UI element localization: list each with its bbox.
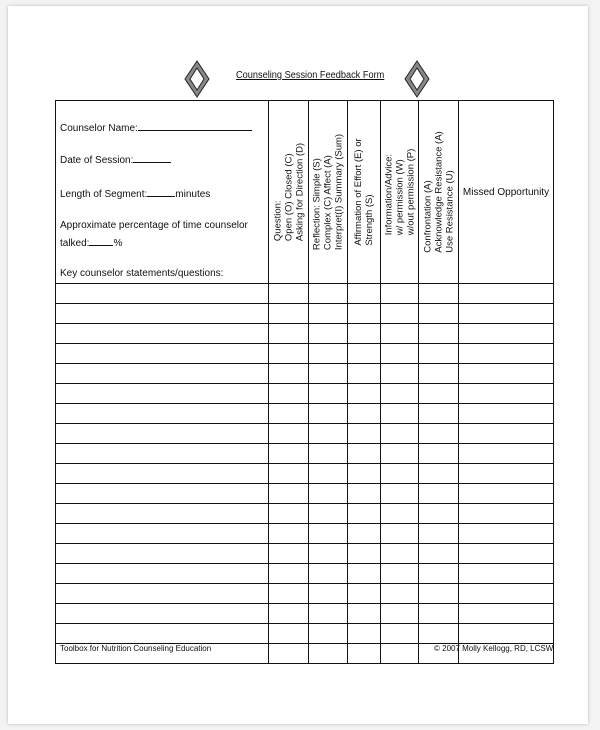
feedback-table <box>55 100 554 664</box>
diamond-ornament-icon <box>184 60 210 98</box>
reflection-cell[interactable] <box>309 504 348 524</box>
length-of-segment-label: Length of Segment: <box>60 189 148 200</box>
affirmation-column-header <box>348 101 381 284</box>
table-row <box>56 384 554 404</box>
missed-opportunity-cell[interactable] <box>459 404 554 424</box>
reflection-header-line2: Complex (C) Affect (A) <box>322 155 334 251</box>
confrontation-cell[interactable] <box>419 404 459 424</box>
table-row <box>56 544 554 564</box>
statement-cell[interactable] <box>56 584 269 604</box>
missed-opportunity-cell[interactable] <box>459 464 554 484</box>
missed-opportunity-cell[interactable] <box>459 364 554 384</box>
diamond-ornament-icon <box>404 60 430 98</box>
confrontation-cell[interactable] <box>419 304 459 324</box>
confrontation-column-header <box>419 101 459 284</box>
reflection-cell[interactable] <box>309 284 348 304</box>
table-row <box>56 344 554 364</box>
reflection-cell[interactable] <box>309 544 348 564</box>
confrontation-cell[interactable] <box>419 624 459 644</box>
reflection-cell[interactable] <box>309 584 348 604</box>
table-body <box>56 284 554 664</box>
affirmation-header-line2: Strength (S) <box>364 194 375 246</box>
reflection-header-line3: Interpret(I) Summary (Sum) <box>333 133 345 251</box>
table-row <box>56 604 554 624</box>
question-cell[interactable] <box>269 604 309 624</box>
table-row <box>56 444 554 464</box>
counselor-name-label: Counselor Name: <box>60 123 138 134</box>
information-cell[interactable] <box>381 604 419 624</box>
confrontation-cell[interactable] <box>419 504 459 524</box>
affirmation-cell[interactable] <box>348 464 381 484</box>
question-header-line2: Open (O) Closed (C) <box>283 153 294 242</box>
question-cell[interactable] <box>269 404 309 424</box>
reflection-cell[interactable] <box>309 484 348 504</box>
missed-opportunity-cell[interactable] <box>459 604 554 624</box>
table-row <box>56 624 554 644</box>
question-cell[interactable] <box>269 524 309 544</box>
confrontation-cell[interactable] <box>419 584 459 604</box>
confrontation-cell[interactable] <box>419 444 459 464</box>
table-row <box>56 584 554 604</box>
information-cell[interactable] <box>381 564 419 584</box>
title-row <box>0 0 600 100</box>
information-cell[interactable] <box>381 344 419 364</box>
statement-cell[interactable] <box>56 524 269 544</box>
information-cell[interactable] <box>381 304 419 324</box>
confrontation-cell[interactable] <box>419 524 459 544</box>
information-cell[interactable] <box>381 364 419 384</box>
information-cell[interactable] <box>381 404 419 424</box>
affirmation-cell[interactable] <box>348 504 381 524</box>
missed-opportunity-cell[interactable] <box>459 304 554 324</box>
confrontation-cell[interactable] <box>419 544 459 564</box>
affirmation-cell[interactable] <box>348 324 381 344</box>
reflection-cell[interactable] <box>309 424 348 444</box>
table-row <box>56 424 554 444</box>
information-cell[interactable] <box>381 424 419 444</box>
question-cell[interactable] <box>269 384 309 404</box>
confrontation-cell[interactable] <box>419 484 459 504</box>
percentage-field[interactable] <box>89 236 113 246</box>
information-cell[interactable] <box>381 284 419 304</box>
missed-opportunity-cell[interactable] <box>459 544 554 564</box>
confrontation-cell[interactable] <box>419 324 459 344</box>
confrontation-cell[interactable] <box>419 344 459 364</box>
statement-cell[interactable] <box>56 344 269 364</box>
question-cell[interactable] <box>269 624 309 644</box>
question-cell[interactable] <box>269 584 309 604</box>
table-header-row <box>56 101 554 284</box>
reflection-cell[interactable] <box>309 384 348 404</box>
statement-cell[interactable] <box>56 564 269 584</box>
question-cell[interactable] <box>269 484 309 504</box>
confrontation-header-line1: Confrontation (A) <box>422 180 433 253</box>
reflection-cell[interactable] <box>309 444 348 464</box>
missed-opportunity-cell[interactable] <box>459 624 554 644</box>
confrontation-cell[interactable] <box>419 384 459 404</box>
statement-cell[interactable] <box>56 484 269 504</box>
statement-cell[interactable] <box>56 424 269 444</box>
missed-opportunity-cell[interactable] <box>459 344 554 364</box>
reflection-header-line1: Reflection: Simple (S) <box>311 158 323 251</box>
counselor-name-field[interactable] <box>138 121 252 131</box>
affirmation-cell[interactable] <box>348 404 381 424</box>
affirmation-cell[interactable] <box>348 544 381 564</box>
information-cell[interactable] <box>381 504 419 524</box>
information-cell[interactable] <box>381 464 419 484</box>
affirmation-header-line1: Affirmation of Effort (E) or <box>353 138 364 246</box>
reflection-cell[interactable] <box>309 604 348 624</box>
affirmation-cell[interactable] <box>348 284 381 304</box>
question-cell[interactable] <box>269 364 309 384</box>
information-cell[interactable] <box>381 624 419 644</box>
confrontation-cell[interactable] <box>419 604 459 624</box>
confrontation-cell[interactable] <box>419 364 459 384</box>
date-of-session-label: Date of Session: <box>60 155 134 166</box>
question-cell[interactable] <box>269 444 309 464</box>
information-cell[interactable] <box>381 324 419 344</box>
missed-opportunity-cell[interactable] <box>459 324 554 344</box>
affirmation-cell[interactable] <box>348 624 381 644</box>
statement-cell[interactable] <box>56 544 269 564</box>
question-cell[interactable] <box>269 344 309 364</box>
missed-opportunity-cell[interactable] <box>459 524 554 544</box>
missed-opportunity-cell[interactable] <box>459 424 554 444</box>
information-column-header <box>381 101 419 284</box>
question-cell[interactable] <box>269 564 309 584</box>
length-of-segment-field[interactable] <box>147 187 175 197</box>
reflection-cell[interactable] <box>309 644 348 664</box>
reflection-cell[interactable] <box>309 364 348 384</box>
information-cell[interactable] <box>381 484 419 504</box>
confrontation-cell[interactable] <box>419 464 459 484</box>
table-row <box>56 524 554 544</box>
table-row <box>56 504 554 524</box>
information-cell[interactable] <box>381 384 419 404</box>
affirmation-cell[interactable] <box>348 604 381 624</box>
date-of-session-field[interactable] <box>133 153 171 163</box>
information-cell[interactable] <box>381 524 419 544</box>
statement-cell[interactable] <box>56 284 269 304</box>
affirmation-cell[interactable] <box>348 644 381 664</box>
confrontation-cell[interactable] <box>419 424 459 444</box>
question-cell[interactable] <box>269 284 309 304</box>
statement-cell[interactable] <box>56 304 269 324</box>
form-title: Counseling Session Feedback Form <box>236 70 385 81</box>
information-header-line1: Information/Advice: <box>383 153 394 236</box>
statement-cell[interactable] <box>56 464 269 484</box>
affirmation-cell[interactable] <box>348 444 381 464</box>
missed-opportunity-cell[interactable] <box>459 444 554 464</box>
question-cell[interactable] <box>269 544 309 564</box>
information-header-line3: w/out permission (P) <box>405 148 416 236</box>
reflection-cell[interactable] <box>309 304 348 324</box>
percentage-label: Approximate percentage of time counselor <box>60 220 248 231</box>
statement-cell[interactable] <box>56 384 269 404</box>
confrontation-header-line3: Use Resistance (U) <box>444 170 455 253</box>
reflection-cell[interactable] <box>309 564 348 584</box>
reflection-column-header <box>309 101 348 284</box>
reflection-cell[interactable] <box>309 524 348 544</box>
statement-cell[interactable] <box>56 324 269 344</box>
percent-sign: % <box>113 238 123 249</box>
minutes-label: minutes <box>175 189 211 200</box>
talked-label: talked: <box>60 238 90 249</box>
missed-opportunity-cell[interactable] <box>459 564 554 584</box>
table-row <box>56 284 554 304</box>
affirmation-cell[interactable] <box>348 524 381 544</box>
table-row <box>56 564 554 584</box>
missed-opportunity-cell[interactable] <box>459 584 554 604</box>
missed-opportunity-column-header <box>459 101 554 284</box>
reflection-cell[interactable] <box>309 464 348 484</box>
affirmation-cell[interactable] <box>348 304 381 324</box>
question-cell[interactable] <box>269 304 309 324</box>
reflection-cell[interactable] <box>309 324 348 344</box>
statement-cell[interactable] <box>56 364 269 384</box>
table-row <box>56 464 554 484</box>
affirmation-cell[interactable] <box>348 564 381 584</box>
affirmation-cell[interactable] <box>348 584 381 604</box>
affirmation-cell[interactable] <box>348 424 381 444</box>
table-row <box>56 484 554 504</box>
table-row <box>56 304 554 324</box>
reflection-cell[interactable] <box>309 624 348 644</box>
information-cell[interactable] <box>381 584 419 604</box>
question-cell[interactable] <box>269 464 309 484</box>
question-cell[interactable] <box>269 644 309 664</box>
missed-opportunity-label: Missed Opportunity <box>462 186 550 198</box>
footer-source: Toolbox for Nutrition Counseling Education <box>60 644 212 653</box>
missed-opportunity-cell[interactable] <box>459 484 554 504</box>
question-header-line3: Asking for Direction (D) <box>294 142 305 242</box>
reflection-cell[interactable] <box>309 344 348 364</box>
confrontation-header-line2: Acknowledge Resistance (A) <box>433 131 444 253</box>
affirmation-cell[interactable] <box>348 484 381 504</box>
affirmation-cell[interactable] <box>348 384 381 404</box>
question-cell[interactable] <box>269 504 309 524</box>
question-column-header <box>269 101 309 284</box>
confrontation-cell[interactable] <box>419 564 459 584</box>
confrontation-cell[interactable] <box>419 284 459 304</box>
information-cell[interactable] <box>381 544 419 564</box>
key-statements-label: Key counselor statements/questions: <box>60 268 224 279</box>
statement-cell[interactable] <box>56 404 269 424</box>
table-row <box>56 404 554 424</box>
missed-opportunity-cell[interactable] <box>459 504 554 524</box>
question-cell[interactable] <box>269 324 309 344</box>
statement-cell[interactable] <box>56 444 269 464</box>
question-header-line1: Question: <box>272 200 283 242</box>
missed-opportunity-cell[interactable] <box>459 284 554 304</box>
affirmation-cell[interactable] <box>348 364 381 384</box>
table-row <box>56 364 554 384</box>
footer-copyright: © 2007 Molly Kellogg, RD, LCSW <box>434 644 554 653</box>
information-cell[interactable] <box>381 444 419 464</box>
statement-cell[interactable] <box>56 604 269 624</box>
session-info-cell <box>56 101 269 284</box>
missed-opportunity-cell[interactable] <box>459 384 554 404</box>
table-row <box>56 324 554 344</box>
information-header-line2: w/ permission (W) <box>394 159 405 236</box>
information-cell[interactable] <box>381 644 419 664</box>
statement-cell[interactable] <box>56 504 269 524</box>
statement-cell[interactable] <box>56 624 269 644</box>
reflection-cell[interactable] <box>309 404 348 424</box>
affirmation-cell[interactable] <box>348 344 381 364</box>
question-cell[interactable] <box>269 424 309 444</box>
